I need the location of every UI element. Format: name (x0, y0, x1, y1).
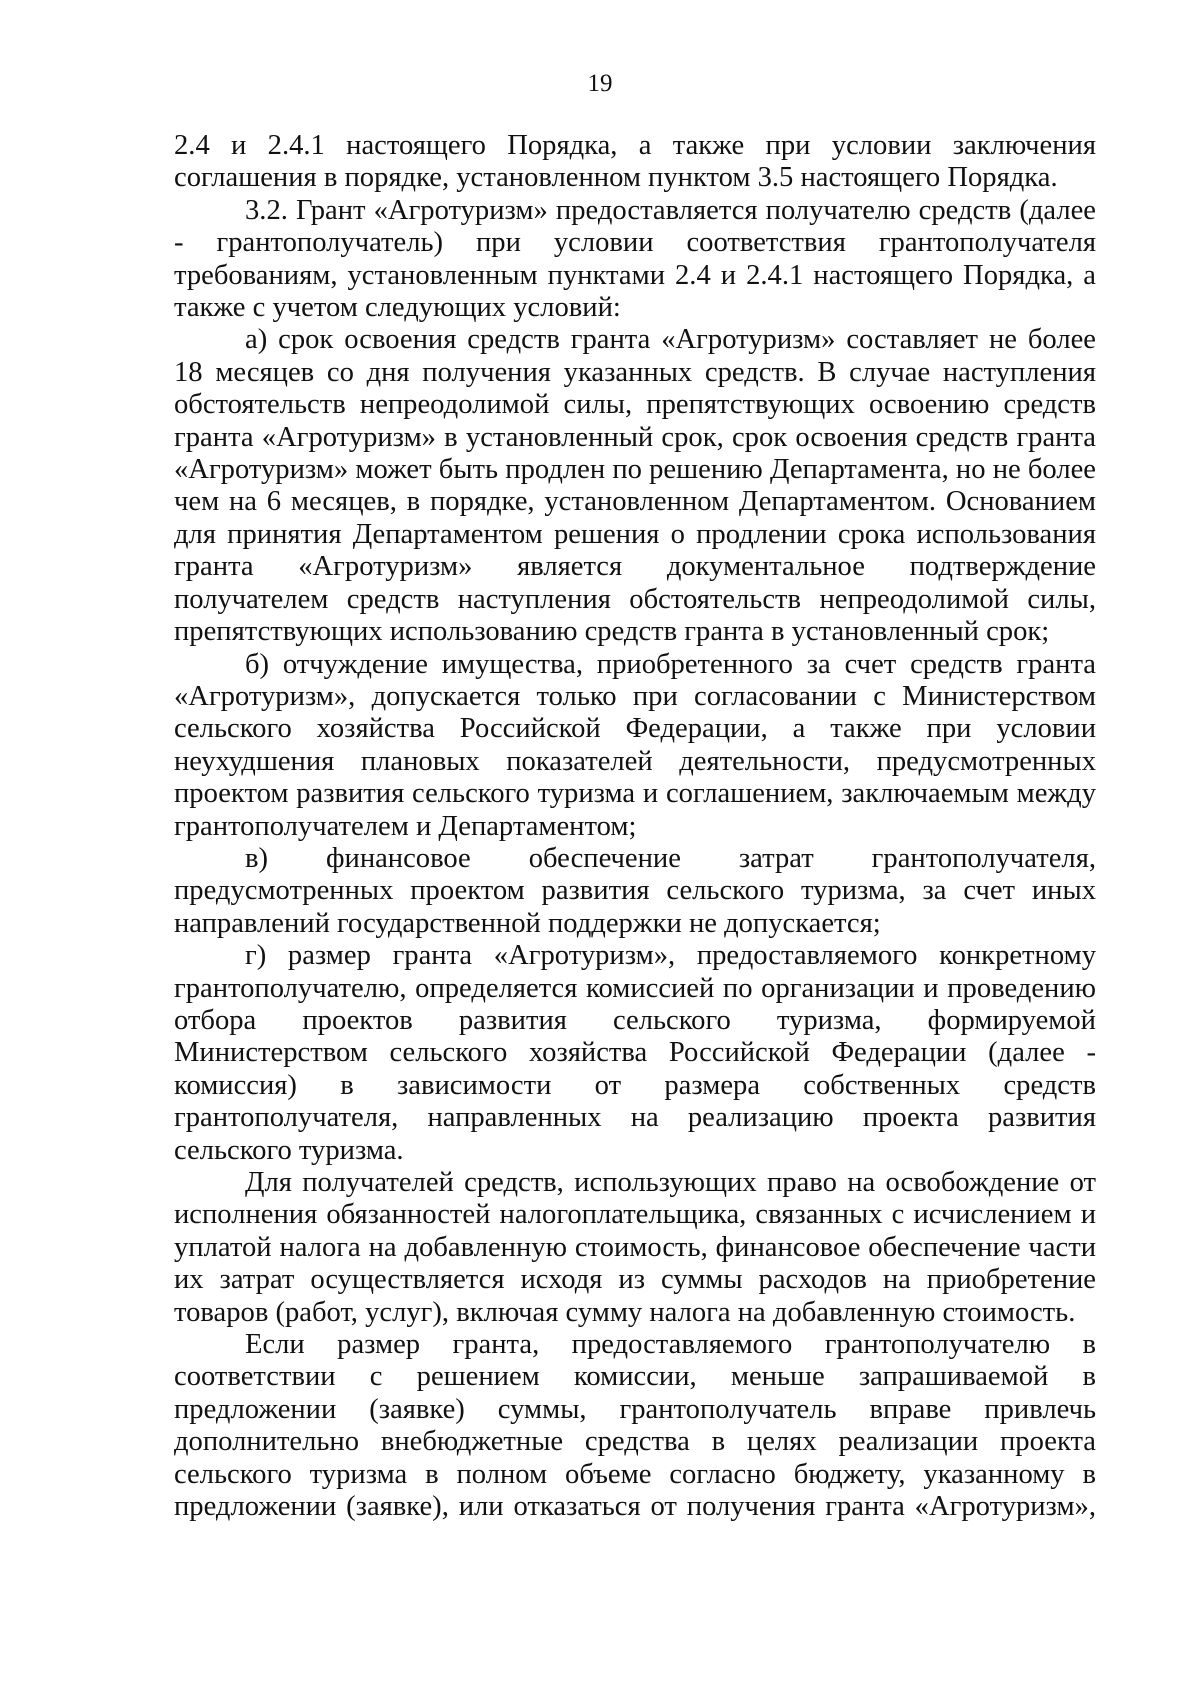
paragraph-item-b: б) отчуждение имущества, приобретенного за счет средств гранта «Агротуризм», допускается только при согласовании с Министерством сельского хозяйства Российской Федерации, а также при условии неухудшения плановых показателей деятельности, предусмотренных проектом развития сельского туризма и соглашением, заключаемым между грантополучателем и Департаментом; (174, 648, 1096, 842)
paragraph-vat-exemption: Для получателей средств, использующих право на освобождение от исполнения обязанностей налогоплательщика, связанных с исчислением и уплатой налога на добавленную стоимость, финансовое обеспечение части их затрат осуществляется исходя из суммы расходов на приобретение товаров (работ, услуг), включая сумму налога на добавленную стоимость. (174, 1167, 1096, 1328)
paragraph-item-v: в) финансовое обеспечение затрат грантополучателя, предусмотренных проектом развития сельского туризма, за счет иных направлений государственной поддержки не допускается; (174, 842, 1096, 939)
paragraph-item-g: г) размер гранта «Агротуризм», предоставляемого конкретному грантополучателю, определяется комиссией по организации и проведению отбора проектов развития сельского туризма, формируемой Министерством сельского хозяйства Российской Федерации (далее - комиссия) в зависимости от размера собственных средств грантополучателя, направленных на реализацию проекта развития сельского туризма. (174, 940, 1096, 1166)
page-number: 19 (587, 70, 613, 97)
paragraph-continuation: 2.4 и 2.4.1 настоящего Порядка, а также при условии заключения соглашения в порядке, установленном пунктом 3.5 настоящего Порядка. (174, 130, 1096, 194)
paragraph-item-a: а) срок освоения средств гранта «Агротуризм» составляет не более 18 месяцев со дня получения указанных средств. В случае наступления обстоятельств непреодолимой силы, препятствующих освоению средств гранта «Агротуризм» в установленный срок, срок освоения средств гранта «Агротуризм» может быть продлен по решению Департамента, но не более чем на 6 месяцев, в порядке, установленном Департаментом. Основанием для принятия Департаментом решения о продлении срока использования гранта «Агротуризм» является документальное подтверждение получателем средств наступления обстоятельств непреодолимой силы, препятствующих использованию средств гранта в установленный срок; (174, 324, 1096, 648)
paragraph-3-2: 3.2. Грант «Агротуризм» предоставляется получателю средств (далее - грантополучатель) при условии соответствия грантополучателя требованиям, установленным пунктами 2.4 и 2.4.1 настоящего Порядка, а также с учетом следующих условий: (174, 194, 1096, 324)
paragraph-grant-shortfall: Если размер гранта, предоставляемого грантополучателю в соответствии с решением комиссии, меньше запрашиваемой в предложении (заявке) суммы, грантополучатель вправе привлечь дополнительно внебюджетные средства в целях реализации проекта сельского туризма в полном объеме согласно бюджету, указанному в предложении (заявке), или отказаться от получения гранта «Агротуризм», (174, 1329, 1096, 1523)
document-body (174, 130, 1096, 1523)
